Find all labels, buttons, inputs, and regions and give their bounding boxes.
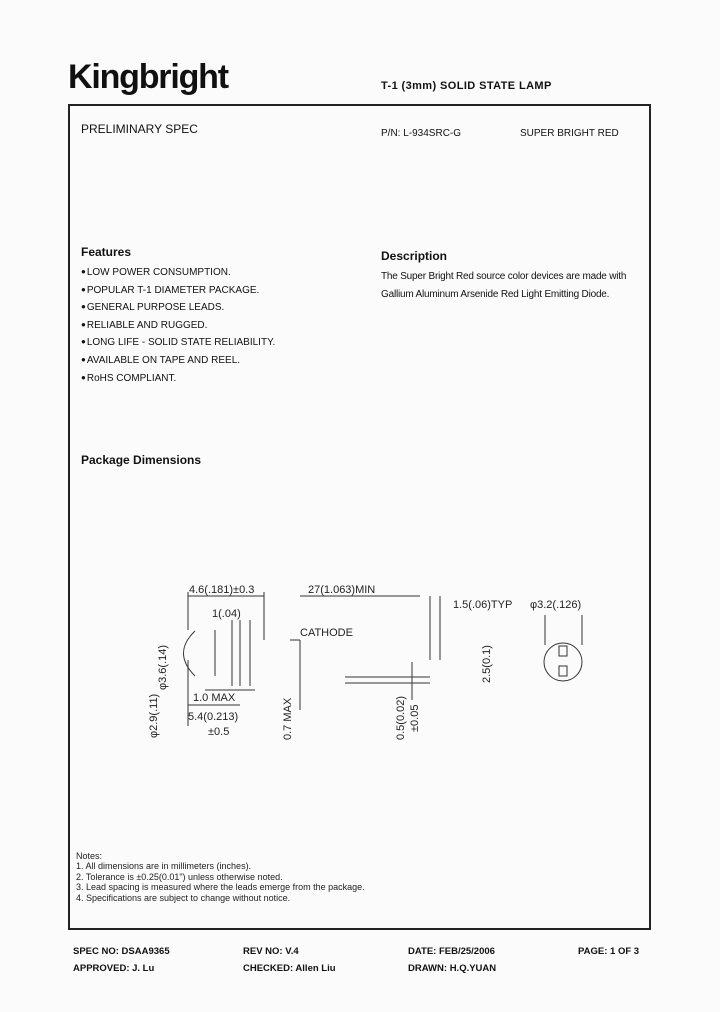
feature-item: ● RELIABLE AND RUGGED.	[81, 317, 275, 335]
footer-page: PAGE: 1 OF 3	[578, 946, 640, 957]
feature-item: ● LONG LIFE - SOLID STATE RELIABILITY.	[81, 334, 275, 352]
dim-body-length: 4.6(.181)±0.3	[189, 584, 255, 596]
footer-date: DATE: FEB/25/2006	[408, 946, 495, 957]
dim-lead-thickness: 1.5(.06)TYP	[453, 599, 513, 611]
document-title: T-1 (3mm) SOLID STATE LAMP	[381, 80, 552, 92]
part-number: P/N: L-934SRC-G	[381, 128, 462, 139]
footer-approved: APPROVED: J. Lu	[73, 963, 155, 974]
feature-item: ● RoHS COMPLIANT.	[81, 370, 275, 388]
led-flange-lines	[232, 620, 250, 686]
package-dimensions-heading: Package Dimensions	[81, 453, 202, 467]
dim-height-max: 0.7 MAX	[282, 697, 294, 740]
features-heading: Features	[81, 245, 132, 259]
description-text: The Super Bright Red source color devices are made with Gallium Aluminum Arsenide Red Light Emitting Diode.	[381, 271, 627, 300]
feature-item: ● POPULAR T-1 DIAMETER PACKAGE.	[81, 282, 275, 300]
footer-drawn: DRAWN: H.Q.YUAN	[408, 963, 497, 974]
dim-lead-spacing: 2.5(0.1)	[481, 645, 493, 683]
note-item: 2. Tolerance is ±0.25(0.01") unless otherwise noted.	[76, 871, 283, 882]
dim-base-length: 5.4(0.213)	[188, 711, 239, 723]
note-item: 3. Lead spacing is measured where the leads emerge from the package.	[76, 882, 365, 893]
dim-lead-tolerance: ±0.05	[409, 704, 421, 732]
footer-checked: CHECKED: Allen Liu	[243, 963, 336, 974]
feature-item: ● LOW POWER CONSUMPTION.	[81, 264, 275, 282]
led-top-view-circle	[544, 643, 582, 681]
emitting-color: SUPER BRIGHT RED	[520, 128, 619, 139]
notes-heading: Notes:	[76, 851, 103, 861]
feature-item: ● GENERAL PURPOSE LEADS.	[81, 299, 275, 317]
dim-top-diameter: φ3.2(.126)	[530, 599, 582, 611]
cathode-label: CATHODE	[300, 627, 353, 639]
dim-flange: 1(.04)	[212, 608, 241, 620]
dim-tolerance: ±0.5	[208, 726, 230, 738]
dim-outer-diameter: φ3.6(.14)	[157, 644, 169, 690]
kingbright-logo: Kingbright	[68, 58, 228, 96]
dim-inner-diameter: φ2.9(.11)	[148, 693, 160, 738]
footer-spec-no: SPEC NO: DSAA9365	[73, 946, 170, 957]
dim-max: 1.0 MAX	[193, 692, 236, 704]
preliminary-spec-label: PRELIMINARY SPEC	[81, 122, 198, 136]
note-item: 4. Specifications are subject to change without notice.	[76, 892, 291, 903]
note-item: 1. All dimensions are in millimeters (inches).	[76, 861, 252, 872]
description-heading: Description	[381, 249, 448, 263]
dim-lead-width: 0.5(0.02)	[395, 695, 407, 740]
feature-item: ● AVAILABLE ON TAPE AND REEL.	[81, 352, 275, 370]
dim-lead-length: 27(1.063)MIN	[308, 584, 376, 596]
footer-rev-no: REV NO: V.4	[243, 946, 299, 957]
notes-block	[76, 851, 365, 903]
